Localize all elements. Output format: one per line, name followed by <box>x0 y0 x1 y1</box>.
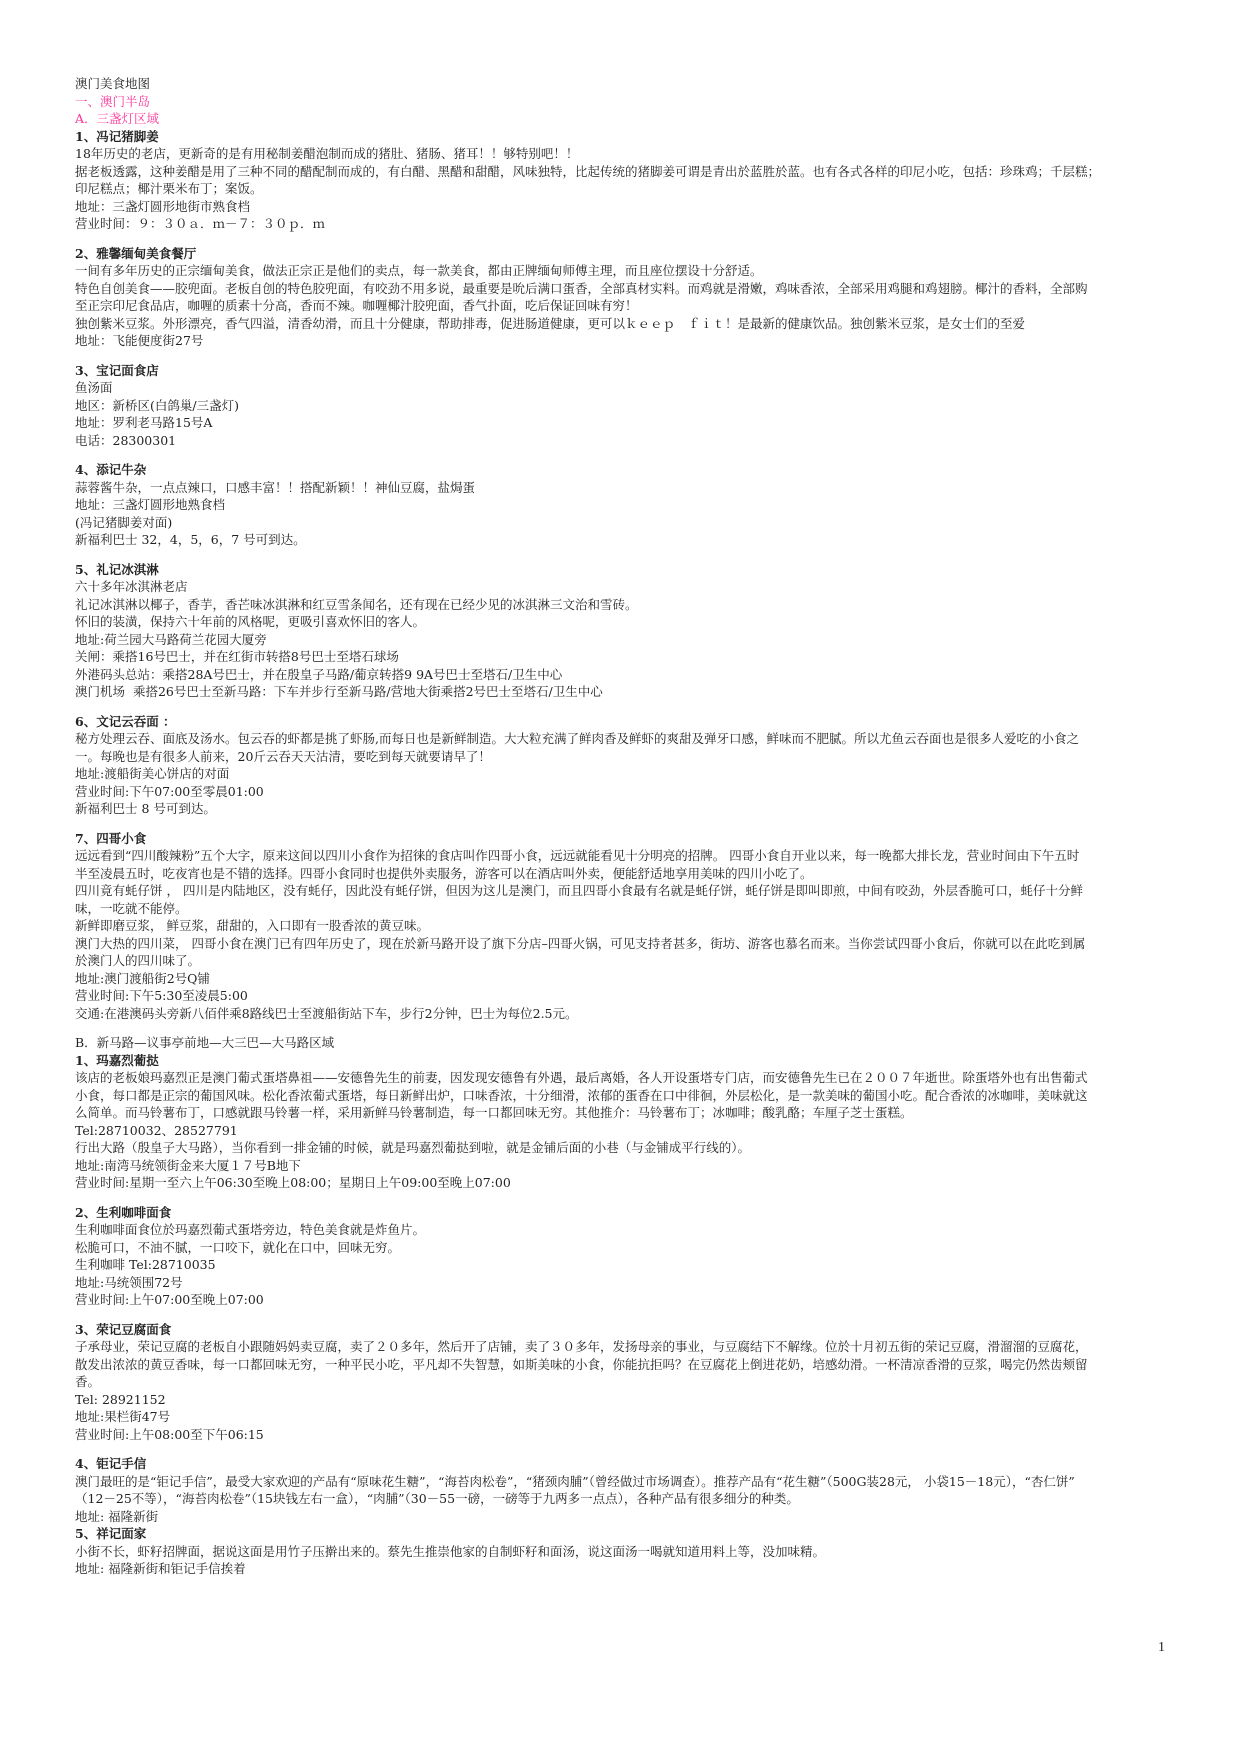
phone-line: Tel: 28921152 <box>75 1391 166 1407</box>
text-line: 一。每晚也是有很多人前来，20斤云吞天天沽清，要吃到每天就要请早了！ <box>75 748 491 764</box>
text-line: 於澳门人的四川味了。 <box>75 953 201 968</box>
text-line: 松脆可口，不油不腻，一口咬下，就化在口中，回味无穷。 <box>75 1239 401 1255</box>
page-number: 1 <box>1158 1640 1165 1655</box>
address-line: 地址:果栏街47号 <box>75 1409 171 1424</box>
address-line: 地址:南湾马统领街金来大厦１７号B地下 <box>75 1157 301 1173</box>
address-line: 地址：飞能便度街27号 <box>75 333 204 348</box>
text-line: 行出大路（殷皇子大马路），当你看到一排金铺的时候，就是玛嘉烈葡挞到啦，就是金铺后面的小巷（与金铺成平行线的）。 <box>75 1140 751 1155</box>
address-line: 地址：三盏灯圆形地街市熟食档 <box>75 198 251 214</box>
part-heading: 一、澳门半岛 <box>75 93 151 109</box>
address-line: 地址：三盏灯圆形地熟食档 <box>75 497 226 512</box>
text-line: 关闸：乘搭16号巴士，并在红街市转搭8号巴士至塔石球场 <box>75 649 399 664</box>
restaurant-heading: 2、生利咖啡面食 <box>75 1204 172 1220</box>
restaurant-heading: 2、雅馨缅甸美食餐厅 <box>75 245 197 261</box>
restaurant-heading: 6、文记云吞面 ： <box>75 713 176 729</box>
text-line: 外港码头总站：乘搭28A号巴士，并在殷皇子马路/葡京转搭9 9A号巴士至塔石/卫生中心 <box>75 666 563 682</box>
text-line: 散发出浓浓的黄豆香味，每一口都回味无穷，一种平民小吃，平凡却不失智慧，如斯美味的小食，你能抗拒吗？在豆腐花上倒进花奶，培感幼滑。一杯清凉香滑的豆浆，喝完仍然齿颊留 <box>75 1356 1088 1372</box>
text-line: 四川竟有蚝仔饼 ， 四川是内陆地区，没有蚝仔，因此没有蚝仔饼，但因为这儿是澳门，而且四哥小食最有名就是蚝仔饼，蚝仔饼是即叫即煎，中间有咬劲，外层香脆可口，蚝仔十分鲜 <box>75 883 1083 898</box>
address-line: 地址：罗利老马路15号A <box>75 415 213 430</box>
text-line: 生利咖啡面食位於玛嘉烈葡式蛋塔旁边，特色美食就是炸鱼片。 <box>75 1222 426 1237</box>
text-line: 味，一吃就不能停。 <box>75 900 188 916</box>
text-line: 18年历史的老店，更新奇的是有用秘制姜醋泡制而成的猪肚、猪肠、猪耳！！够特别吧！！ <box>75 146 579 161</box>
address-line: 地址:马统领围72号 <box>75 1274 183 1290</box>
section-b-heading: B．新马路—议事亭前地—大三巴—大马路区域 <box>75 1035 335 1050</box>
hours-line: 营业时间：９：３０ａ．ｍ－７：３０ｐ．ｍ <box>75 216 326 231</box>
phone-line: 生利咖啡 Tel:28710035 <box>75 1257 216 1272</box>
text-line: 新福利巴士 8 号可到达。 <box>75 801 216 816</box>
text-line: 新福利巴士 32，4，5，6，7 号可到达。 <box>75 532 306 547</box>
restaurant-heading: 3、荣记豆腐面食 <box>75 1321 172 1337</box>
text-line: 澳门机场 乘搭26号巴士至新马路：下车并步行至新马路/营地大街乘搭2号巴士至塔石/卫生中心 <box>75 684 603 699</box>
restaurant-heading: 4、添记牛杂 <box>75 462 147 477</box>
address-line: 地址:澳门渡船街2号Q铺 <box>75 970 210 986</box>
text-line: 小街不长，虾籽招牌面，据说这面是用竹子压擀出来的。蔡先生推崇他家的自制虾籽和面汤，说这面汤一喝就知道用料上等，没加味精。 <box>75 1543 826 1559</box>
document-body <box>75 75 1175 1578</box>
text-line: 独创紫米豆浆。外形漂亮，香气四溢，清香幼滑，而且十分健康，帮助排毒，促进肠道健康，更可以ｋｅｅｐ ｆｉｔ！是最新的健康饮品。独创紫米豆浆，是女士们的至爱 <box>75 315 1026 331</box>
hours-line: 营业时间:星期一至六上午06:30至晚上08:00；星期日上午09:00至晚上07:00 <box>75 1175 511 1190</box>
text-line: 印尼糕点；椰汁栗米布丁；案饭。 <box>75 181 263 196</box>
text-line: 特色自创美食——胶兜面。老板自创的特色胶兜面，有咬劲不用多说，最重要是吮后满口蛋香，全部真材实料。而鸡就是滑嫩，鸡味香浓，全部采用鸡腿和鸡翅膀。椰汁的香料，全部购 <box>75 280 1088 296</box>
hours-line: 营业时间:上午07:00至晚上07:00 <box>75 1292 264 1307</box>
hours-line: 营业时间:下午07:00至零晨01:00 <box>75 783 264 799</box>
text-line: 地区：新桥区(白鸽巢/三盏灯) <box>75 397 239 413</box>
hours-line: 营业时间:上午08:00至下午06:15 <box>75 1426 264 1442</box>
restaurant-heading: 3、宝记面食店 <box>75 362 159 378</box>
text-line: 远远看到“四川酸辣粉”五个大字，原来这间以四川小食作为招徕的食店叫作四哥小食，远远就能看见十分明亮的招牌。 四哥小食自开业以来，每一晚都大排长龙，营业时间由下午五时 <box>75 848 1080 863</box>
restaurant-heading: 5、礼记冰淇淋 <box>75 561 159 577</box>
text-line: 一间有多年历史的正宗缅甸美食，做法正宗正是他们的卖点，每一款美食，都由正牌缅甸师傅主理，而且座位摆设十分舒适。 <box>75 263 763 278</box>
text-line: 半至凌晨五时，吃夜宵也是不错的选择。四哥小食同时也提供外卖服务，游客可以在酒店叫外卖，便能舒适地享用美味的四川小吃了。 <box>75 865 813 881</box>
text-line: （12－25不等），“海苔肉松卷”（15块钱左右一盒），“肉脯”（30－55一磅，一磅等于九两多一点点），各种产品有很多细分的种类。 <box>75 1491 799 1506</box>
phone-line: 电话：28300301 <box>75 432 177 448</box>
text-line: 么简单。而马铃薯布丁，口感就跟马铃薯一样，采用新鲜马铃薯制造，每一口都回味无穷。其他推介：马铃薯布丁；冰咖啡；酸乳酪；车厘子芝士蛋糕。 <box>75 1105 913 1120</box>
text-line: 澳门大热的四川菜， 四哥小食在澳门已有四年历史了，现在於新马路开设了旗下分店–四哥火锅，可见支持者甚多，街坊、游客也慕名而来。当你尝试四哥小食后，你就可以在此吃到属 <box>75 935 1086 951</box>
text-line: 子承母业，荣记豆腐的老板自小跟随妈妈卖豆腐，卖了２０多年，然后开了店铺，卖了３０多年，发扬母亲的事业，与豆腐结下不解缘。位於十月初五街的荣记豆腐，滑溜溜的豆腐花， <box>75 1339 1088 1354</box>
text-line: 六十多年冰淇淋老店 <box>75 579 188 594</box>
section-a-heading: A．三盏灯区域 <box>75 111 160 126</box>
text-line: 据老板透露，这种姜醋是用了三种不同的醋配制而成的，有白醋、黑醋和甜醋，风味独特，比起传统的猪脚姜可谓是青出於蓝胜於蓝。也有各式各样的印尼小吃，包括：珍珠鸡；千层糕； <box>75 163 1101 179</box>
text-line: 澳门最旺的是“钜记手信”，最受大家欢迎的产品有“原味花生糖”，“海苔肉松卷”，“猪颈肉脯”（曾经做过市场调查）。推荐产品有“花生糖”（500G装28元， 小袋15－18元），“杏仁饼” <box>75 1473 1075 1489</box>
restaurant-heading: 1、冯记猪脚姜 <box>75 128 159 144</box>
address-line: 地址:荷兰园大马路荷兰花园大厦旁 <box>75 631 267 647</box>
hours-line: 营业时间:下午5:30至凌晨5:00 <box>75 988 248 1003</box>
text-line: 秘方处理云吞、面底及汤水。包云吞的虾都是挑了虾肠,而每日也是新鲜制造。大大粒充满了鲜肉香及鲜虾的爽甜及弹牙口感，鲜味而不肥腻。所以尤鱼云吞面也是很多人爱吃的小食之 <box>75 731 1079 746</box>
text-line: 新鲜即磨豆浆， 鲜豆浆，甜甜的，入口即有一股香浓的黄豆味。 <box>75 918 429 933</box>
address-line: 地址: 福隆新街和钜记手信挨着 <box>75 1561 246 1576</box>
text-line: 蒜蓉酱牛杂，一点点辣口，口感丰富！！搭配新颖！！神仙豆腐，盐焗蛋 <box>75 479 476 495</box>
text-line: 香。 <box>75 1374 101 1389</box>
restaurant-heading: 5、祥记面家 <box>75 1526 147 1541</box>
address-line: 地址:渡船街美心饼店的对面 <box>75 766 230 781</box>
text-line: 礼记冰淇淋以椰子，香芋，香芒味冰淇淋和红豆雪条闻名，还有现在已经少见的冰淇淋三文治和雪砖。 <box>75 596 638 612</box>
text-line: 怀旧的装潢，保持六十年前的风格呢，更吸引喜欢怀旧的客人。 <box>75 614 426 629</box>
address-line: 地址: 福隆新街 <box>75 1508 159 1524</box>
doc-title: 澳门美食地图 <box>75 76 151 91</box>
restaurant-heading: 1、玛嘉烈葡挞 <box>75 1052 159 1068</box>
text-line: 至正宗印尼食品店，咖喱的质素十分高，香而不辣。咖喱椰汁胶兜面，香气扑面，吃后保证回味有穷！ <box>75 298 638 313</box>
restaurant-heading: 4、钜记手信 <box>75 1456 147 1471</box>
text-line: 鱼汤面 <box>75 380 113 395</box>
text-line: 小食，每口都是正宗的葡国风味。松化香浓葡式蛋塔，每日新鲜出炉，口味香浓，十分细滑，浓郁的蛋香在口中徘徊，外层松化，是一款美味的葡国小吃。配合香浓的冰咖啡，美味就这 <box>75 1087 1088 1103</box>
text-line: (冯记猪脚姜对面) <box>75 514 173 530</box>
phone-line: Tel:28710032、28527791 <box>75 1122 238 1138</box>
text-line: 该店的老板娘玛嘉烈正是澳门葡式蛋塔鼻祖——安德鲁先生的前妻，因发现安德鲁有外遇，最后离婚，各人开设蛋塔专门店，而安德鲁先生已在２００７年逝世。除蛋塔外也有出售葡式 <box>75 1070 1088 1085</box>
restaurant-heading: 7、四哥小食 <box>75 830 147 846</box>
text-line: 交通:在港澳码头旁新八佰伴乘8路线巴士至渡船街站下车，步行2分钟，巴士为每位2.5元。 <box>75 1005 578 1021</box>
